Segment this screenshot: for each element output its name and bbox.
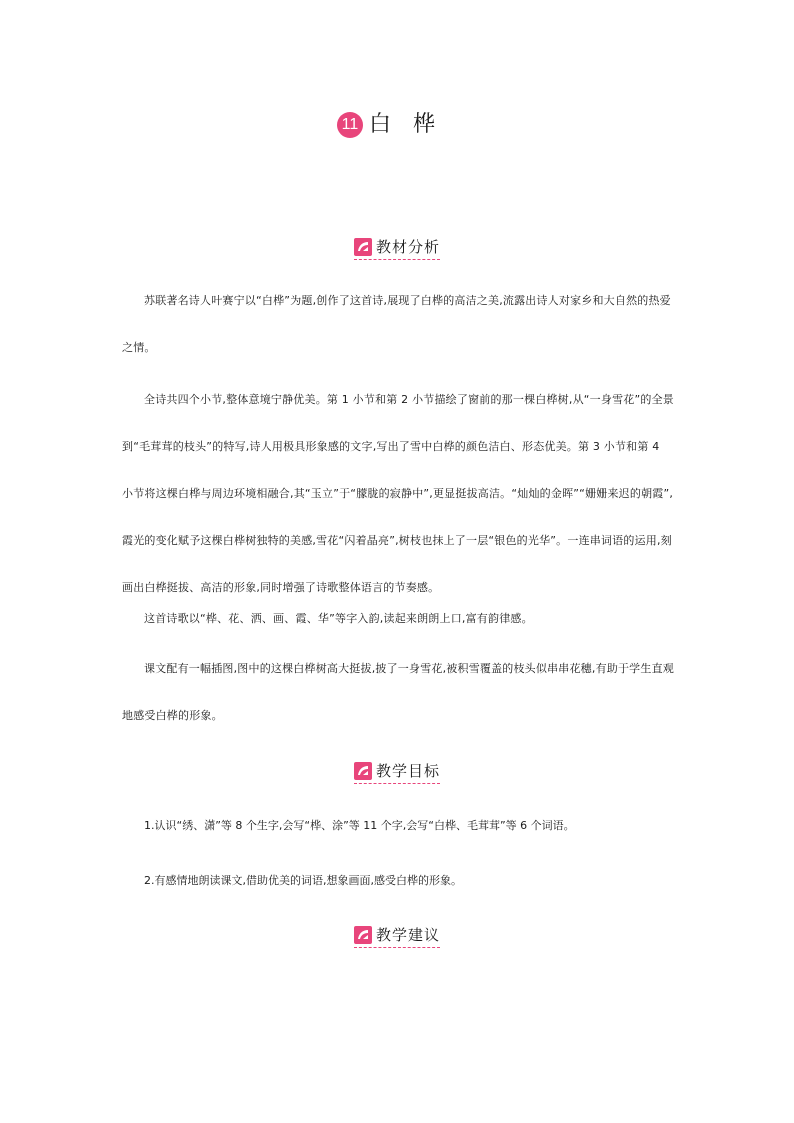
lesson-number-badge: 11 [337,112,363,138]
section-label-analysis: 教材分析 [375,238,440,256]
analysis-paragraph-3: 这首诗歌以“桦、花、洒、画、霞、华”等字入韵,读起来朗朗上口,富有韵律感。 [144,612,533,625]
section-heading-goals [0,760,794,784]
lesson-title-text: 白桦 [368,112,457,137]
section-label-goals: 教学目标 [375,762,440,780]
section-bookmark-icon [354,762,372,780]
analysis-paragraph-4: 课文配有一幅插图,图中的这棵白桦树高大挺拔,披了一身雪花,被积雪覆盖的枝头似串串花穗,有助于学生直观地感受白桦的形象。 [122,662,674,722]
section-label-suggestions: 教学建议 [375,926,440,944]
goal-item-1: 1.认识“绣、潇”等 8 个生字,会写“桦、涂”等 11 个字,会写“白桦、毛茸茸”等 6 个词语。 [144,819,575,832]
lesson-title [0,110,794,140]
goal-item-2: 2.有感情地朗读课文,借助优美的词语,想象画面,感受白桦的形象。 [144,874,462,887]
section-bookmark-icon [354,238,372,256]
analysis-paragraph-1: 苏联著名诗人叶赛宁以“白桦”为题,创作了这首诗,展现了白桦的高洁之美,流露出诗人对家乡和大自然的热爱之情。 [122,294,671,354]
section-bookmark-icon [354,926,372,944]
section-heading-analysis [0,236,794,260]
section-heading-suggestions [0,924,794,948]
analysis-paragraph-2: 全诗共四个小节,整体意境宁静优美。第 1 小节和第 2 小节描绘了窗前的那一棵白桦树,从“一身雪花”的全景到“毛茸茸的枝头”的特写,诗人用极具形象感的文字,写出了雪中白桦的颜色洁白、形态优美。第 3 小节和第 4 小节将这棵白桦与周边环境相融合,其“玉立”于“朦胧的寂静中”,更显挺拔高洁。“灿灿的金晖”“姗姗来迟的朝霞”,霞光的变化赋予这棵白桦树独特的美感,雪花“闪着晶亮”,树枝也抹上了一层“银色的光华”。一连串词语的运用,刻画出白桦挺拔、高洁的形象,同时增强了诗歌整体语言的节奏感。 [122,393,674,594]
